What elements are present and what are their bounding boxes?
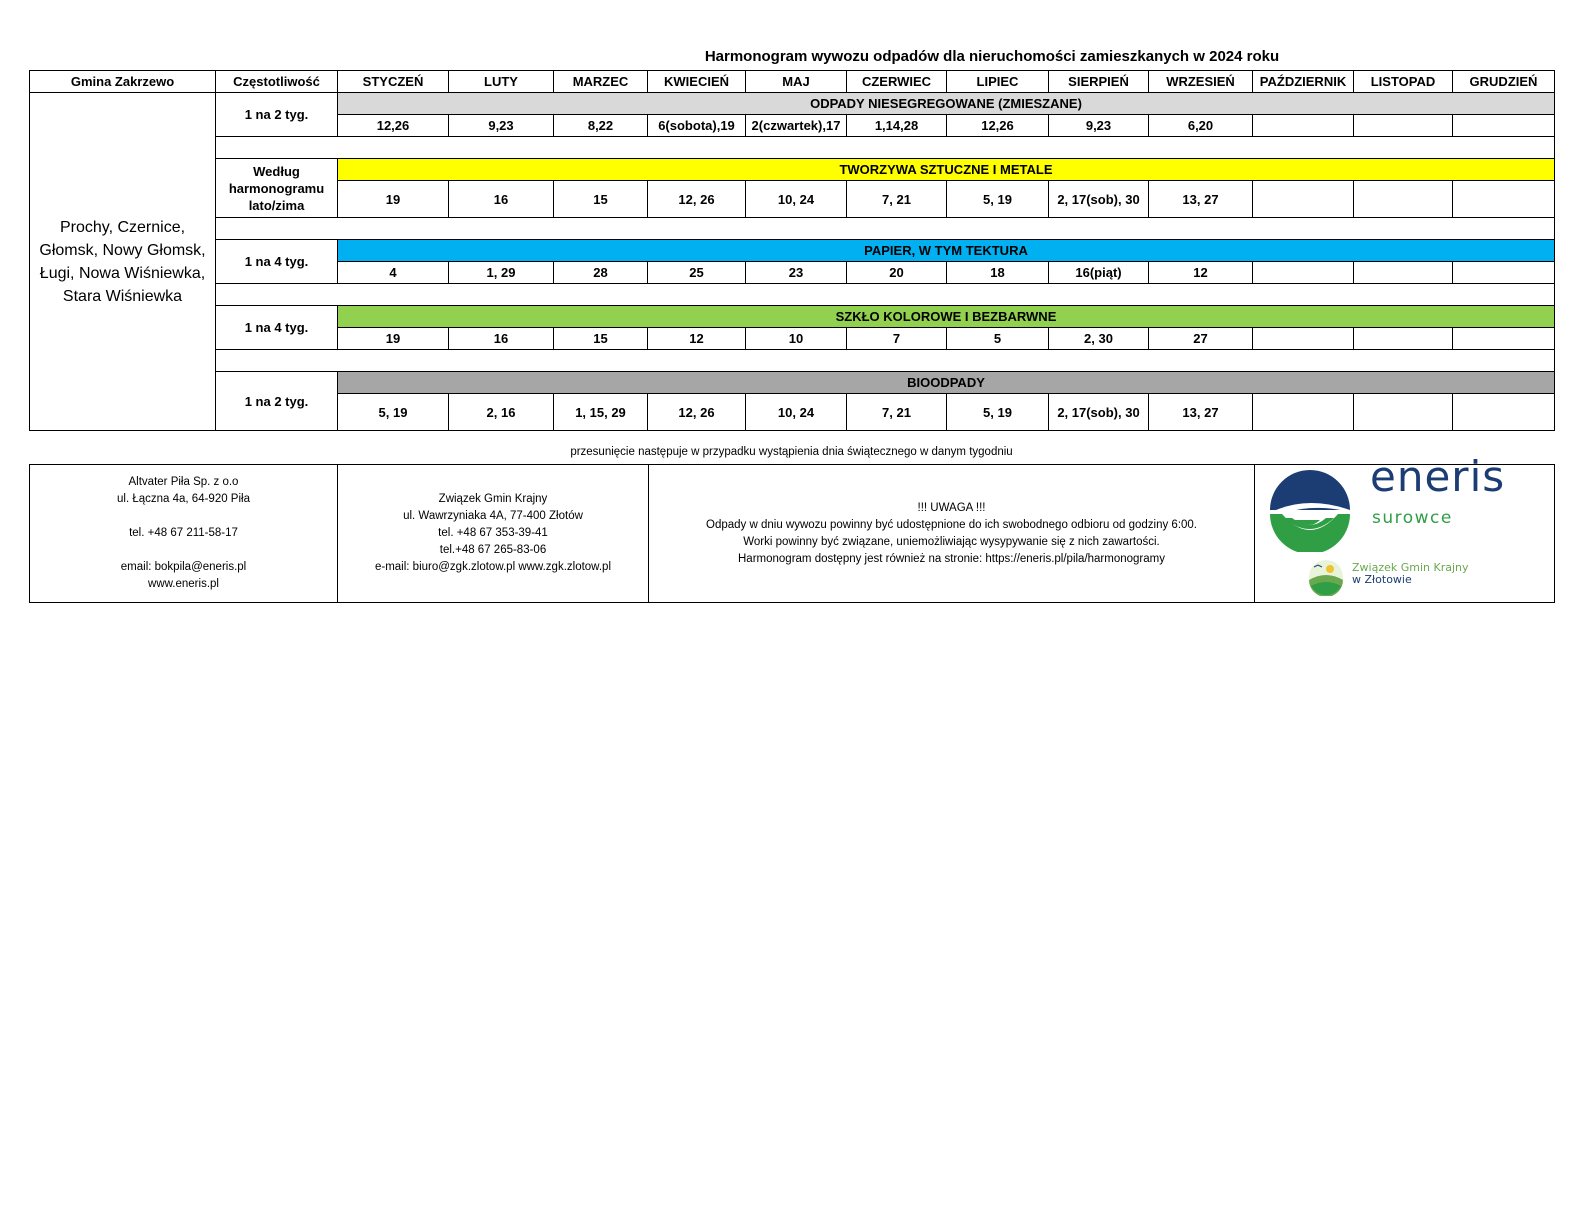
date-cell: 12, 26 <box>648 181 746 218</box>
header-row <box>30 71 1555 93</box>
category-row <box>30 93 1555 115</box>
date-cell: 10 <box>746 328 847 350</box>
date-cell: 12 <box>648 328 746 350</box>
warning-heading: !!! UWAGA !!! <box>917 501 986 514</box>
category-row <box>30 159 1555 181</box>
month-header: KWIECIEŃ <box>648 71 746 93</box>
date-cell: 16 <box>449 181 554 218</box>
date-cell <box>1453 328 1555 350</box>
zgk-line: tel. +48 67 353-39-41 <box>438 527 548 539</box>
date-cell: 13, 27 <box>1149 181 1253 218</box>
altvater-line: ul. Łączna 4a, 64-920 Piła <box>117 493 250 505</box>
category-row <box>30 306 1555 328</box>
date-cell: 7 <box>847 328 947 350</box>
zgk-logo-icon <box>1306 558 1346 596</box>
date-cell: 5, 19 <box>338 394 449 431</box>
eneris-logo-text: eneris <box>1370 452 1506 501</box>
frequency-cell <box>216 240 338 284</box>
month-header: CZERWIEC <box>847 71 947 93</box>
date-cell: 12, 26 <box>648 394 746 431</box>
date-cell: 13, 27 <box>1149 394 1253 431</box>
date-cell <box>1453 262 1555 284</box>
date-cell: 18 <box>947 262 1049 284</box>
zgk-line: ul. Wawrzyniaka 4A, 77-400 Złotów <box>403 510 583 522</box>
date-cell: 16 <box>449 328 554 350</box>
date-cell <box>1354 181 1453 218</box>
altvater-line: email: bokpila@eneris.pl <box>120 561 247 573</box>
date-cell: 5 <box>947 328 1049 350</box>
date-cell: 2, 17(sob), 30 <box>1049 181 1149 218</box>
spacer-row <box>30 137 1555 159</box>
place-line: Prochy, Czernice, <box>59 218 186 236</box>
frequency-cell <box>216 159 338 218</box>
date-cell <box>1453 115 1555 137</box>
date-cell <box>1253 262 1354 284</box>
date-cell: 19 <box>338 328 449 350</box>
category-row <box>30 372 1555 394</box>
altvater-line: www.eneris.pl <box>148 578 219 590</box>
frequency-cell <box>216 306 338 350</box>
date-cell: 2, 16 <box>449 394 554 431</box>
spacer-cell <box>216 137 1555 159</box>
spacer-cell <box>216 218 1555 240</box>
date-cell: 1,14,28 <box>847 115 947 137</box>
schedule-table <box>29 70 1555 431</box>
month-header: MARZEC <box>554 71 648 93</box>
date-cell: 15 <box>554 181 648 218</box>
month-header: PAŹDZIERNIK <box>1253 71 1354 93</box>
category-name: TWORZYWA SZTUCZNE I METALE <box>338 159 1555 181</box>
date-cell <box>1253 115 1354 137</box>
date-cell: 2, 30 <box>1049 328 1149 350</box>
place-line: Głomsk, Nowy Głomsk, <box>39 241 206 259</box>
date-cell: 7, 21 <box>847 181 947 218</box>
date-cell: 12,26 <box>338 115 449 137</box>
frequency-cell <box>216 93 338 137</box>
date-cell <box>1354 394 1453 431</box>
holiday-note: przesunięcie następuje w przypadku wystąpienia dnia świątecznego w danym tygodniu <box>570 446 1013 458</box>
date-cell: 10, 24 <box>746 181 847 218</box>
frequency-line: 1 na 2 tyg. <box>244 393 309 409</box>
month-header: LUTY <box>449 71 554 93</box>
date-cell: 2(czwartek),17 <box>746 115 847 137</box>
date-cell: 10, 24 <box>746 394 847 431</box>
category-name: BIOODPADY <box>338 372 1555 394</box>
date-cell <box>1253 394 1354 431</box>
date-cell: 6(sobota),19 <box>648 115 746 137</box>
zgk-line: tel.+48 67 265-83-06 <box>439 544 547 556</box>
zgk-logo-line2: w Złotowie <box>1352 573 1412 586</box>
altvater-line: Altvater Piła Sp. z o.o <box>128 476 239 488</box>
surowce-logo-text: surowce <box>1372 508 1453 528</box>
month-header: SIERPIEŃ <box>1049 71 1149 93</box>
month-header: WRZESIEŃ <box>1149 71 1253 93</box>
category-name: SZKŁO KOLOROWE I BEZBARWNE <box>338 306 1555 328</box>
spacer-cell <box>216 284 1555 306</box>
warning-box <box>649 465 1255 603</box>
frequency-line: lato/zima <box>248 197 305 213</box>
month-header: LISTOPAD <box>1354 71 1453 93</box>
date-cell <box>1253 181 1354 218</box>
spacer-row <box>30 350 1555 372</box>
altvater-contact <box>30 465 338 603</box>
category-name: ODPADY NIESEGREGOWANE (ZMIESZANE) <box>338 93 1555 115</box>
logos-cell <box>1255 452 1555 603</box>
page-title-text: Harmonogram wywozu odpadów dla nieruchomości zamieszkanych w 2024 roku <box>704 48 1280 65</box>
spacer-cell <box>216 350 1555 372</box>
date-cell: 1, 29 <box>449 262 554 284</box>
date-cell <box>1453 394 1555 431</box>
date-cell <box>1354 328 1453 350</box>
zgk-line: e-mail: biuro@zgk.zlotow.pl www.zgk.zlotow.pl <box>374 561 611 573</box>
zgk-line: Związek Gmin Krajny <box>438 493 548 505</box>
date-cell: 4 <box>338 262 449 284</box>
date-cell: 2, 17(sob), 30 <box>1049 394 1149 431</box>
date-cell: 23 <box>746 262 847 284</box>
month-header: STYCZEŃ <box>338 71 449 93</box>
zgk-logo-text <box>1352 562 1469 586</box>
frequency-cell <box>216 372 338 431</box>
date-cell: 15 <box>554 328 648 350</box>
logos <box>1256 452 1553 601</box>
spacer-row <box>30 218 1555 240</box>
page-title <box>0 48 1584 65</box>
date-cell <box>1453 181 1555 218</box>
frequency-line: 1 na 4 tyg. <box>244 320 309 335</box>
date-cell: 5, 19 <box>947 181 1049 218</box>
date-cell: 6,20 <box>1149 115 1253 137</box>
date-cell: 27 <box>1149 328 1253 350</box>
date-cell: 7, 21 <box>847 394 947 431</box>
date-cell: 9,23 <box>449 115 554 137</box>
altvater-line: tel. +48 67 211-58-17 <box>129 527 238 539</box>
eneris-logo-icon <box>1268 468 1352 552</box>
warning-line: Worki powinny być związane, uniemożliwiając wysypywanie się z nich zawartości. <box>743 535 1160 548</box>
date-cell <box>1253 328 1354 350</box>
frequency-line: 1 na 2 tyg. <box>244 107 309 122</box>
date-cell: 8,22 <box>554 115 648 137</box>
date-cell: 25 <box>648 262 746 284</box>
date-cell: 16(piąt) <box>1049 262 1149 284</box>
month-header: MAJ <box>746 71 847 93</box>
date-cell <box>1354 115 1453 137</box>
month-header: GRUDZIEŃ <box>1453 71 1555 93</box>
gmina-header: Gmina Zakrzewo <box>30 71 216 93</box>
zgk-logo-line1: Związek Gmin Krajny <box>1352 561 1469 574</box>
date-cell: 19 <box>338 181 449 218</box>
date-cell: 28 <box>554 262 648 284</box>
warning-line: Odpady w dniu wywozu powinny być udostępnione do ich swobodnego odbioru od godziny 6:00. <box>706 518 1197 531</box>
date-cell: 9,23 <box>1049 115 1149 137</box>
altvater-line <box>31 508 336 525</box>
month-header: LIPIEC <box>947 71 1049 93</box>
date-cell: 20 <box>847 262 947 284</box>
warning-line: Harmonogram dostępny jest również na stronie: https://eneris.pl/pila/harmonogramy <box>738 552 1165 565</box>
place-line: Stara Wiśniewka <box>62 287 183 305</box>
date-cell <box>1354 262 1453 284</box>
altvater-line <box>31 542 336 559</box>
frequency-line: Według <box>253 163 300 179</box>
date-cell: 1, 15, 29 <box>554 394 648 431</box>
date-cell: 12,26 <box>947 115 1049 137</box>
date-cell: 12 <box>1149 262 1253 284</box>
spacer-row <box>30 284 1555 306</box>
frequency-header: Częstotliwość <box>216 71 338 93</box>
frequency-line: harmonogramu <box>228 180 325 196</box>
frequency-line: 1 na 4 tyg. <box>244 254 309 269</box>
places-cell <box>30 93 216 431</box>
zgk-contact <box>338 465 649 603</box>
category-name: PAPIER, W TYM TEKTURA <box>338 240 1555 262</box>
date-cell: 5, 19 <box>947 394 1049 431</box>
place-line: Ługi, Nowa Wiśniewka, <box>39 264 206 282</box>
category-row <box>30 240 1555 262</box>
